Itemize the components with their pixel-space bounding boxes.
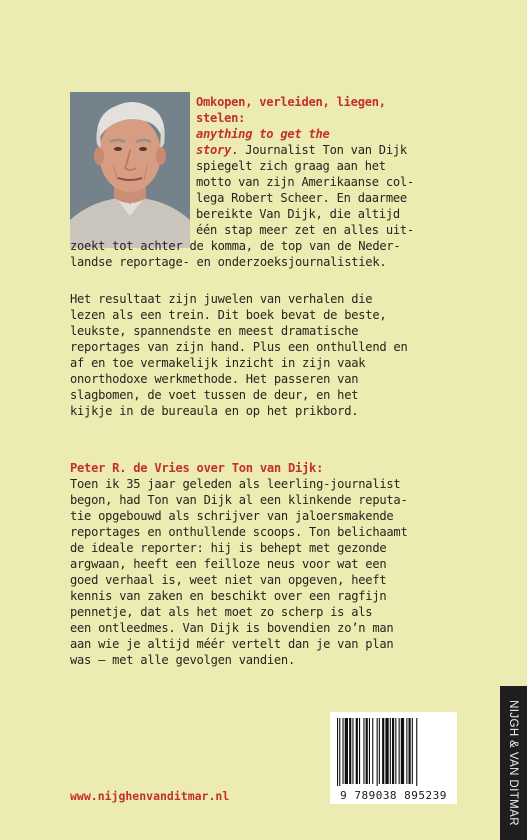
intro-line: [196, 223, 414, 238]
barcode-bar: [382, 718, 384, 784]
body-line: reportages van zijn hand. Plus een onthullend en: [70, 340, 408, 354]
barcode-bar: [359, 718, 360, 784]
quote-line: aan wie je altijd méér vertelt dan je van plan: [70, 637, 394, 651]
quote-line: kennis van zaken en beschikt over een ragfijn: [70, 589, 387, 603]
barcode-bar: [366, 718, 368, 784]
intro-text-span: spiegelt zich graag aan het: [196, 159, 386, 173]
barcode-bar: [409, 718, 411, 784]
barcode-bar: [392, 718, 394, 784]
quote-line: Toen ik 35 jaar geleden als leerling-journalist: [70, 477, 401, 491]
quote-line: argwaan, heeft een feilloze neus voor wat een: [70, 557, 387, 571]
intro-text-span: landse reportage- en onderzoeksjournalistiek.: [70, 255, 387, 269]
barcode-bar: [372, 718, 373, 784]
intro-line: [196, 127, 330, 142]
body-line: slagbomen, de voet tussen de deur, en het: [70, 388, 359, 402]
quote-line: tie opgebouwd als schrijver van jaloersmakende: [70, 509, 394, 523]
barcode-bar: [385, 718, 388, 784]
intro-line: [196, 111, 245, 126]
barcode-bar: [401, 718, 404, 784]
barcode-bar: [349, 718, 351, 784]
body-line: onorthodoxe werkmethode. Het passeren van: [70, 372, 359, 386]
intro-text-span: motto van zijn Amerikaanse col-: [196, 175, 414, 189]
intro-text-span: één stap meer zet en alles uit-: [196, 223, 414, 237]
intro-line: [70, 239, 400, 254]
intro-line: [70, 255, 386, 270]
intro-text-span: bereikte Van Dijk, die altijd: [196, 207, 400, 221]
body-line: Het resultaat zijn juwelen van verhalen die: [70, 292, 373, 306]
intro-text-span: anything to get the: [196, 127, 330, 141]
intro-line: [196, 159, 386, 174]
intro-line: [196, 191, 407, 206]
barcode-bar: [412, 718, 413, 784]
barcode-bar: [416, 718, 417, 786]
barcode-bar: [399, 718, 400, 784]
barcode-bar: [379, 718, 380, 784]
barcode-bar: [345, 718, 348, 784]
barcode-bar: [406, 718, 407, 784]
isbn-number: 9 789038 895239: [340, 789, 447, 802]
body-line: leukste, spannendste en meest dramatische: [70, 324, 359, 338]
barcode-bar: [352, 718, 353, 784]
body-line: lezen als een trein. Dit boek bevat de beste,: [70, 308, 387, 322]
author-photo: [70, 92, 190, 248]
quote-line: reportages en onthullende scoops. Ton belichaamt: [70, 525, 408, 539]
intro-text-span: lega Robert Scheer. En daarmee: [196, 191, 407, 205]
barcode-bar: [369, 718, 370, 784]
barcode-bar: [337, 718, 338, 786]
quote-line: begon, had Ton van Dijk al een klinkende reputa-: [70, 493, 408, 507]
barcode-bar: [390, 718, 391, 784]
publisher-spine-label: [500, 686, 527, 840]
quote-line: pennetje, dat als het moet zo scherp is als: [70, 605, 373, 619]
body-line: kijkje in de bureaula en op het prikbord.: [70, 404, 359, 418]
intro-line: [196, 95, 386, 110]
barcode-bar: [395, 718, 396, 784]
barcode-bar: [363, 718, 364, 784]
intro-text-span: stelen:: [196, 111, 246, 125]
quote-line: was – met alle gevolgen vandien.: [70, 653, 295, 667]
quote-line: een ontleedmes. Van Dijk is bovendien zo’n man: [70, 621, 394, 635]
quote-line: de ideale reporter: hij is behept met gezonde: [70, 541, 387, 555]
publisher-website-link[interactable]: www.nijghenvanditmar.nl: [70, 789, 230, 803]
quote-heading: Peter R. de Vries over Ton van Dijk:: [70, 461, 324, 475]
isbn-barcode: [330, 712, 457, 804]
intro-text-span: zoekt tot achter de komma, de top van de Neder-: [70, 239, 401, 253]
intro-line: [196, 175, 414, 190]
barcode-bar: [377, 718, 378, 786]
barcode-bars: [335, 718, 452, 786]
body-line: af en toe vermakelijk inzicht in zijn vaak: [70, 356, 366, 370]
barcode-bar: [356, 718, 358, 784]
intro-text-span: Omkopen, verleiden, liegen,: [196, 95, 386, 109]
barcode-bar: [339, 718, 340, 786]
quote-line: goed verhaal is, weet niet van opgeven, heeft: [70, 573, 387, 587]
barcode-bar: [343, 718, 344, 784]
publisher-name: NIJGH & VAN DITMAR: [507, 700, 519, 826]
intro-line: [196, 207, 400, 222]
intro-text-span: story: [196, 143, 232, 157]
intro-line: [196, 143, 407, 158]
intro-text-span: . Journalist Ton van Dijk: [231, 143, 407, 157]
